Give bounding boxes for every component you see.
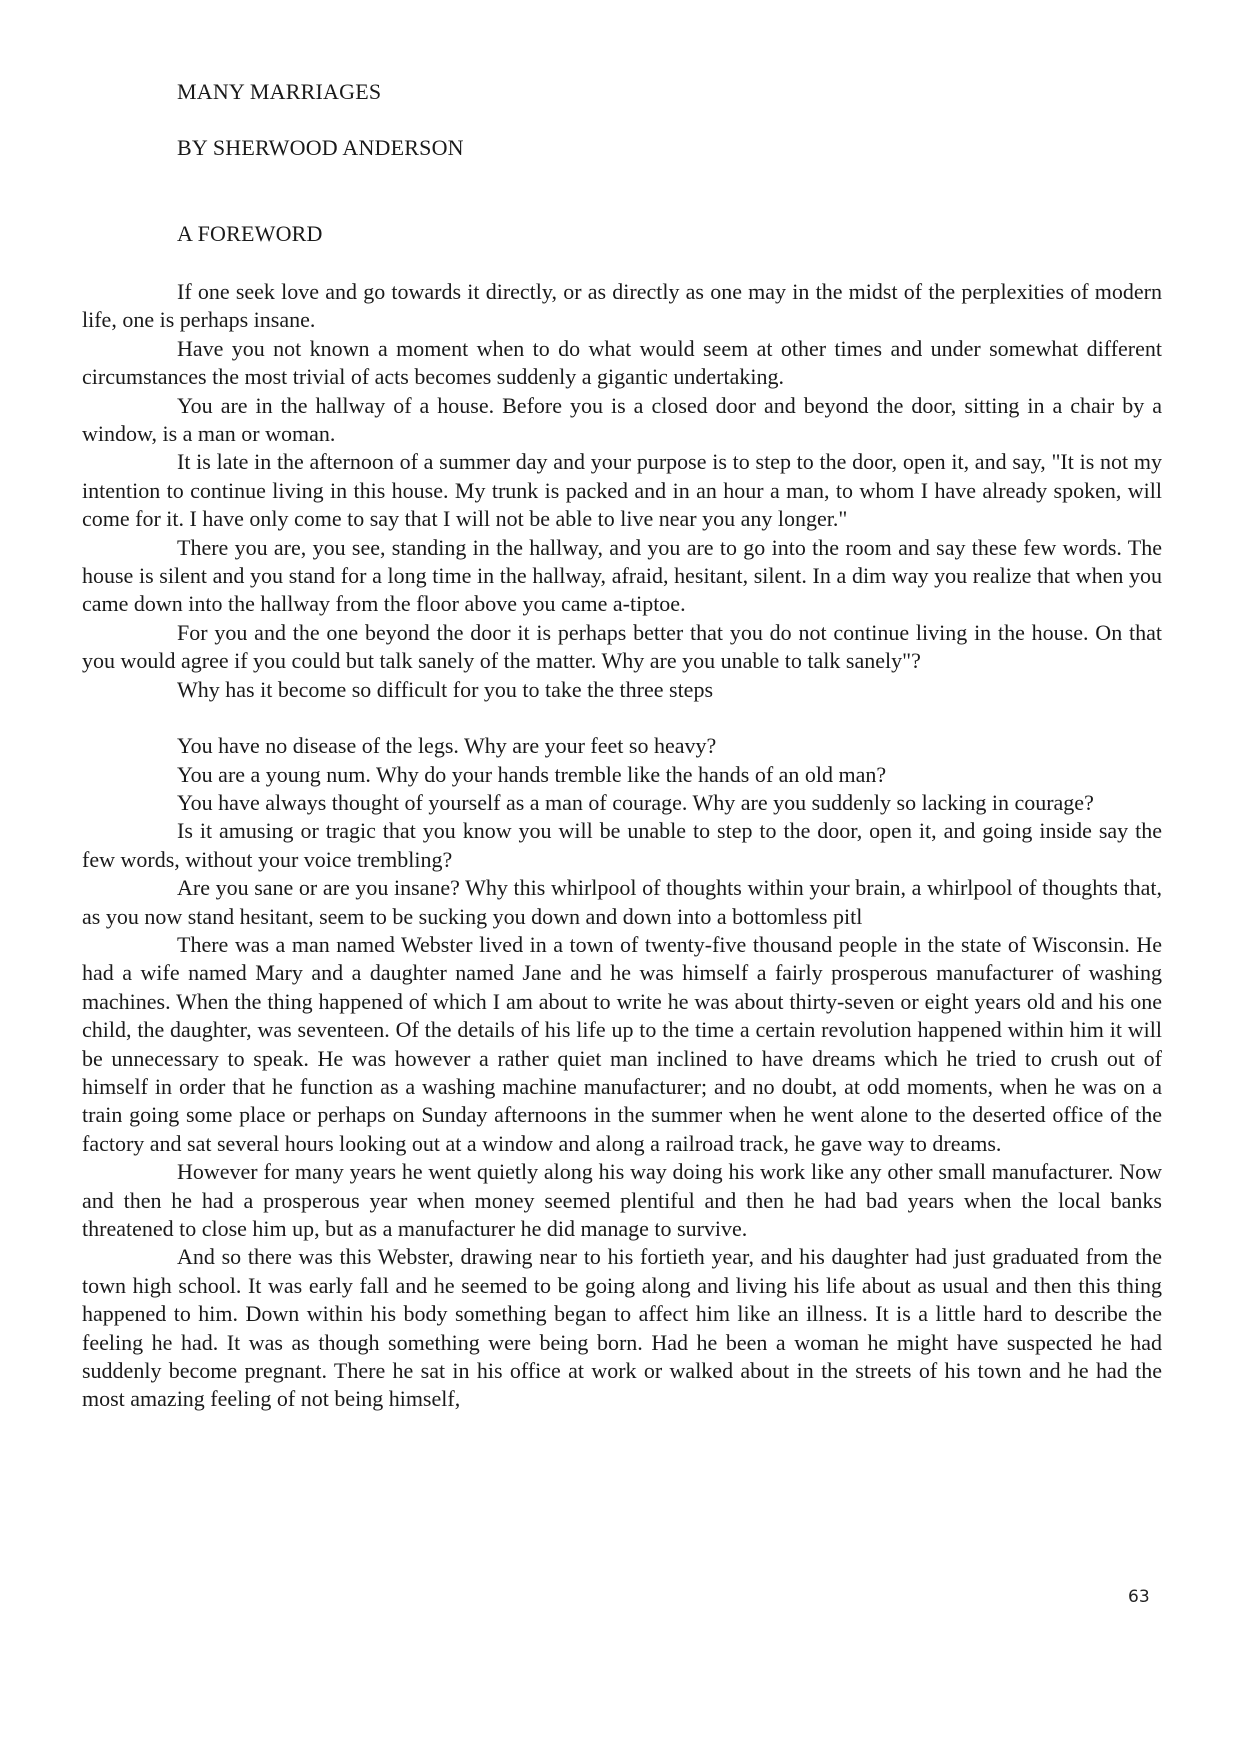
author-line: BY SHERWOOD ANDERSON xyxy=(177,135,464,160)
body-text xyxy=(82,278,1162,1414)
paragraph: Are you sane or are you insane? Why this whirlpool of thoughts within your brain, a whirlpool of thoughts that, as you now stand hesitant, seem to be sucking you down and down into a bottomless pitl xyxy=(82,875,1162,929)
book-title: MANY MARRIAGES xyxy=(177,79,382,104)
page-number: 63 xyxy=(1128,1587,1150,1607)
paragraph: You have no disease of the legs. Why are your feet so heavy? xyxy=(177,733,717,759)
paragraph: You are a young num. Why do your hands tremble like the hands of an old man? xyxy=(177,761,887,787)
paragraph: There was a man named Webster lived in a town of twenty-five thousand people in the state of Wisconsin. He had a wife named Mary and a daughter named Jane and he was himself a fairly prosperous manufacturer of washing machines. When the thing happened of which I am about to write he was about thirty-seven or eight years old and his one child, the daughter, was seventeen. Of the details of his life up to the time a certain revolution happened within him it will be unnecessary to speak. He was however a rather quiet man inclined to have dreams which he tried to crush out of himself in order that he function as a washing machine manufacturer; and no doubt, at odd moments, when he was on a train going some place or perhaps on Sunday afternoons in the summer when he went alone to the deserted office of the factory and sat several hours looking out at a window and along a railroad track, he gave way to dreams. xyxy=(82,931,1162,1156)
paragraph: And so there was this Webster, drawing near to his fortieth year, and his daughter had just graduated from the town high school. It was early fall and he seemed to be going along and living his life about as usual and then this thing happened to him. Down within his body something began to affect him like an illness. It is a little hard to describe the feeling he had. It was as though something were being born. Had he been a woman he might have suspected he had suddenly become pregnant. There he sat in his office at work or walked about in the streets of his town and he had the most amazing feeling of not being himself, xyxy=(82,1244,1162,1412)
paragraph: However for many years he went quietly along his way doing his work like any other small manufacturer. Now and then he had a prosperous year when money seemed plentiful and then he had bad years when the local banks threatened to close him up, but as a manufacturer he did manage to survive. xyxy=(82,1159,1162,1241)
section-heading: A FOREWORD xyxy=(177,221,323,246)
paragraph: Have you not known a moment when to do what would seem at other times and under somewhat different circumstances the most trivial of acts becomes suddenly a gigantic undertaking. xyxy=(82,335,1162,390)
paragraph: If one seek love and go towards it directly, or as directly as one may in the midst of the perplexities of modern life, one is perhaps insane. xyxy=(82,279,1162,333)
paragraph: Is it amusing or tragic that you know you will be unable to step to the door, open it, and going inside say the few words, without your voice trembling? xyxy=(82,818,1162,872)
paragraph: There you are, you see, standing in the hallway, and you are to go into the room and say these few words. The house is silent and you stand for a long time in the hallway, afraid, hesitant, silent. In a dim way you realize that when you came down into the hallway from the floor above you came a-tiptoe. xyxy=(82,534,1162,617)
paragraph: For you and the one beyond the door it is perhaps better that you do not continue living in the house. On that you would agree if you could but talk sanely of the matter. Why are you unable to talk sanely"? xyxy=(82,619,1162,674)
paragraph: Why has it become so difficult for you to take the three steps xyxy=(177,676,714,702)
document-page xyxy=(82,78,1162,1414)
paragraph: You have always thought of yourself as a man of courage. Why are you suddenly so lacking in courage? xyxy=(177,789,1094,815)
paragraph: It is late in the afternoon of a summer day and your purpose is to step to the door, open it, and say, "It is not my intention to continue living in this house. My trunk is packed and in an hour a man, to whom I have already spoken, will come for it. I have only come to say that I will not be able to live near you any longer." xyxy=(82,449,1162,532)
paragraph: You are in the hallway of a house. Before you is a closed door and beyond the door, sitting in a chair by a window, is a man or woman. xyxy=(82,392,1162,447)
